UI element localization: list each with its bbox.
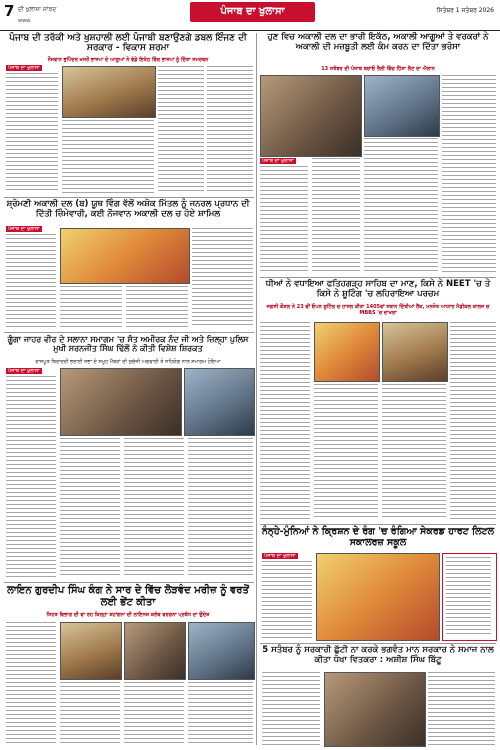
story5-text [382, 384, 446, 520]
story6-subheadline: ਸਿਹਤ ਵਿਭਾਗ ਦੀ ਵਾ ਰਹ ਕਿਲ੍ਹਾ ਸ਼ਹਾਂਗਨਾ ਦੀ ਲਾਇਨਜ਼ ਕਲੱਬ ਵਰਗਨਾ ਪ੍ਰਬੰਧ ਦਾ ਉਦੇਸ਼ [46, 612, 210, 618]
story2-photo [260, 75, 362, 157]
story3-text [60, 286, 122, 328]
story6-text [124, 682, 184, 745]
story4-headline: ਗੂੰਗਾ ਜਾਹਰ ਵੀਰ ਦੇ ਸਲਾਨਾ ਸਮਾਗਮ 'ਚ ਸੰਤ ਅਮੀਰਕ ਨੰਦ ਜੀ ਅਤੇ ਜ਼ਿਲ੍ਹਾ ਪੁਲਿਸ ਮੁਖੀ ਸਰਨਜੀਤ ਸਿੰਘ ਢਿੱਲੋਂ ਨੇ ਕੀਤੀ ਵਿਸ਼ੇਸ਼ ਸ਼ਿਰਕਤ [7, 335, 249, 354]
section-divider [4, 197, 254, 198]
section-divider [4, 332, 254, 333]
story5-headline: ਧੀਆਂ ਨੇ ਵਧਾਇਆ ਫਤਿਹਗੜ੍ਹ ਸਾਹਿਬ ਦਾ ਮਾਣ, ਕਿਸੇ ਨੇ NEET 'ਚ ਤੇ ਕਿਸੇ ਨੇ ਸ਼ੂਟਿੰਗ 'ਚ ਲਹਿਰਾਇਆ ਪਰਚਮ [265, 279, 491, 299]
story8-text [428, 672, 495, 745]
issue-date: ਸਿਤੰਬਰ 1 ਸਤੰਬਰ 2026 [436, 7, 494, 14]
story4-photo [60, 368, 182, 436]
story6-photo [188, 622, 255, 680]
section-divider [4, 582, 254, 583]
story6-text [60, 682, 120, 745]
story2-text [260, 166, 308, 273]
header-rule [0, 30, 500, 31]
story5-photo [382, 322, 448, 382]
story2-byline: ਪੰਜਾਬ ਦਾ ਖੁਲਾਸਾ [262, 158, 294, 164]
story3-byline: ਪੰਜਾਬ ਦਾ ਖੁਲਾਸਾ [8, 226, 40, 232]
story2-text [312, 158, 360, 273]
section-divider [260, 277, 496, 278]
story3-text [126, 286, 188, 328]
story5-text [314, 384, 378, 520]
story6-headline: ਲਾਇਨ ਗੁਰਦੀਪ ਸਿੰਘ ਕੰਗ ਨੇ ਸਾਰ ਦੇ ਵਿੱਚ ਲੋੜਵੰਦ ਮਰੀਜ਼ ਨੂੰ ਵਰਤੋਂ ਲਈ ਭੇਂਟ ਕੀਤਾ [7, 585, 249, 608]
story6-photo [124, 622, 186, 680]
section-label: ਦੀ ਖੁਲਾਸਾ ਸਾਂਝਦ [18, 6, 57, 13]
story1-subheadline: ਨੌਜਵਾਨ ਭੁਪਿੰਦਰ ਖਸਰੋਂ ਭਾਜਪਾ ਦੇ ਆਗੂਆਂ ਨੇ ਵੱਡੇ ਇਕੱਠ ਵਿੱਚ ਭਾਜਪਾ ਨੂੰ ਦਿੱਤਾ ਸਮਰਥਨ [47, 57, 209, 63]
story4-subheadline: ਰਾਜਪੂਤ ਬਿਰਾਦਰੀ ਭਲਾਈ ਸਭਾ ਦੇ ਸਮੂਹ ਮੈਂਬਰਾਂ ਦੀ ਸੁਚੱਜੀ ਅਗਵਾਈ ਤੇ ਸਹਿਯੋਗ ਨਾਲ ਸਮਾਗਮ ਹੋਇਆ [35, 359, 221, 365]
story8-photo [324, 672, 426, 747]
story4-text [6, 376, 56, 578]
story4-photo [184, 368, 255, 436]
story5-photo [314, 322, 380, 382]
section-divider [260, 643, 496, 644]
story1-byline: ਪੰਜਾਬ ਦਾ ਖੁਲਾਸਾ [8, 65, 40, 71]
story3-text [6, 234, 56, 328]
masthead: ਪੰਜਾਬ ਦਾ ਖੁਲਾਸਾ [190, 2, 315, 22]
story7-photo [316, 553, 440, 641]
story1-text [62, 120, 154, 193]
story4-text [188, 438, 253, 578]
story1-photo [62, 66, 156, 118]
page-header [0, 0, 500, 30]
story6-text [6, 622, 56, 745]
story5-subheadline: ਜਗਸੀ ਕੌਸ਼ਲ ਨੇ 23 ਵੀਂ ਓਪਨ ਸ਼ੂਟਿੰਗ ਚ ਹਾਸਲ ਕੀਤਾ 1405ਵਾਂ ਸਥਾਨ ਦਿੱਤੀਆਂ ਰੈਂਕ, ਮਨਜੋਤ ਆਯਾਰ ਮੈਡੀਕਲ ਕਾਲਜ ਚ MBBS 'ਚ ਦਾਖਲਾ [266, 304, 490, 316]
story1-text [158, 66, 204, 193]
story2-photo [364, 75, 440, 137]
story7-headline: ਨੰਨ੍ਹੇ-ਮੁੰਨਿਆਂ ਨੇ ਕ੍ਰਿਸ਼ਨ ਦੇ ਰੰਗ 'ਚ ਰੰਗਿਆ ਸੇਕਰਡ ਹਾਰਟ ਲਿਟਲ ਸਕਾਲਰਜ਼ ਸਕੂਲ [261, 526, 495, 548]
story1-text [207, 66, 253, 193]
section-divider [260, 524, 496, 525]
story5-text [450, 322, 496, 520]
story2-subheadline: 13 ਸਤੰਬਰ ਦੀ ਪੰਜਾਬ ਬਚਾਓ ਰੈਲੀ ਵਿੱਚ ਹਿੱਸਾ ਲੈਣ ਦਾ ਐਲਾਨ [321, 66, 435, 72]
story7-text [262, 561, 312, 639]
story2-text [442, 75, 496, 273]
story6-photo [60, 622, 122, 680]
column-divider [256, 33, 257, 745]
story3-text [192, 228, 253, 328]
story5-text [260, 322, 310, 520]
story4-text [60, 438, 120, 578]
story2-text [364, 138, 438, 273]
story3-photo [60, 228, 190, 284]
story8-headline: 5 ਸਤੰਬਰ ਨੂੰ ਸਰਕਾਰੀ ਛੁੱਟੀ ਨਾ ਕਰਕੇ ਭਗਵੰਤ ਮਾਨ ਸਰਕਾਰ ਨੇ ਸਮਾਜ ਨਾਲ ਕੀਤਾ ਧੋਖਾ ਵਿਤਕਰਾ : ਅਸ਼ੀਸ਼ ਸਿੰਘ ਬਿੱਟੂ [262, 645, 494, 665]
story4-byline: ਪੰਜਾਬ ਦਾ ਖੁਲਾਸਾ [8, 368, 40, 374]
story3-headline: ਸ਼੍ਰੋਮਣੀ ਅਕਾਲੀ ਦਲ (ਬ) ਯੂਥ ਵਿੰਗ ਵੱਲੋਂ ਅਸ਼ੋਕ ਮਿੱਤਲ ਨੂੰ ਜਨਰਲ ਪ੍ਰਧਾਨ ਦੀ ਦਿੱਤੀ ਜ਼ਿੰਮੇਵਾਰੀ, ਕਈ ਨੌਜਵਾਨ ਅਕਾਲੀ ਦਲ ਚ ਹੋਏ ਸ਼ਾਮਿਲ [6, 199, 250, 219]
story4-text [124, 438, 184, 578]
story6-text [188, 682, 253, 745]
story1-text [6, 73, 58, 193]
story8-text [262, 672, 320, 745]
story7-byline: ਪੰਜਾਬ ਦਾ ਖੁਲਾਸਾ [264, 553, 296, 559]
story2-headline: ਹੁਣ ਵਿਚ ਅਕਾਲੀ ਦਲ ਦਾ ਭਾਰੀ ਇਕੱਠ, ਅਕਾਲੀ ਆਗੂਆਂ ਤੇ ਵਰਕਰਾਂ ਨੇ ਅਕਾਲੀ ਦੀ ਮਜ਼ਬੂਤੀ ਲਈ ਕੰਮ ਕਰਨ ਦਾ ਦਿੱਤਾ ਭਰੋਸਾ [267, 32, 489, 52]
page-number: 7 [4, 2, 15, 20]
story7-text [446, 557, 491, 635]
section-subline: www. [18, 18, 32, 24]
story1-headline: ਪੰਜਾਬ ਦੀ ਤਰੱਕੀ ਅਤੇ ਖੁਸ਼ਹਾਲੀ ਲਈ ਪੰਜਾਬੀ ਬਣਾਉਣਗੇ ਡਬਲ ਇੰਜਣ ਦੀ ਸਰਕਾਰ - ਵਿਕਾਸ ਸ਼ਰਮਾ [9, 33, 247, 54]
